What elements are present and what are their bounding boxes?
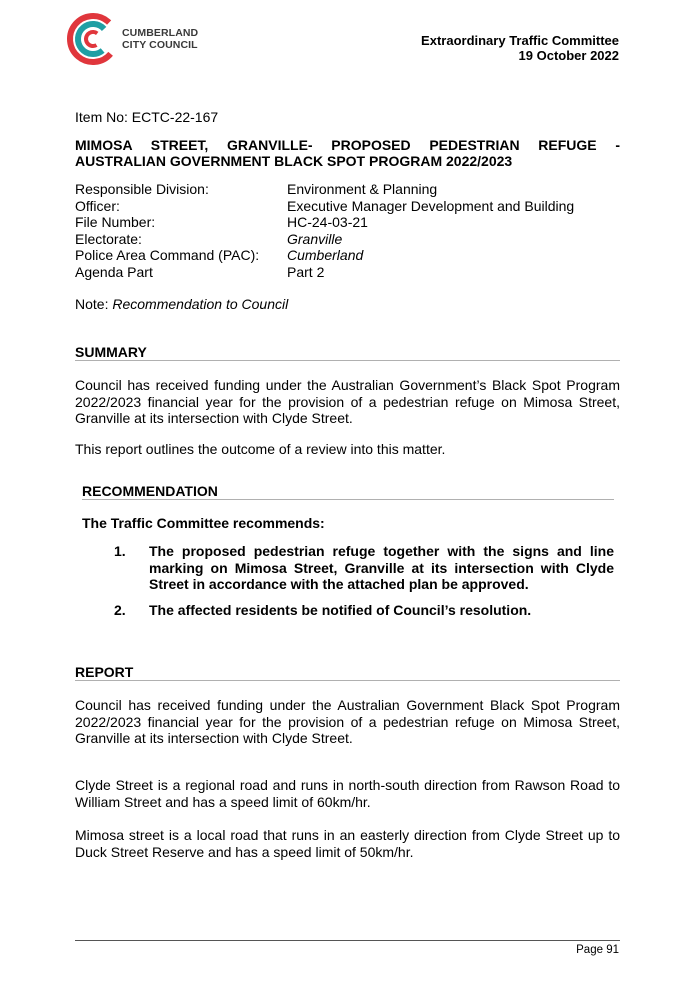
recommendation-item bbox=[114, 602, 614, 619]
meta-value: HC-24-03-21 bbox=[287, 214, 368, 231]
recommendation-item bbox=[114, 543, 614, 593]
meta-row bbox=[75, 181, 574, 198]
footer-rule bbox=[75, 940, 620, 941]
meta-row bbox=[75, 214, 574, 231]
meta-key: Agenda Part bbox=[75, 263, 153, 280]
report-rule bbox=[75, 680, 620, 681]
recommendation-heading: RECOMMENDATION bbox=[82, 483, 218, 499]
report-paragraph: Clyde Street is a regional road and runs in north-south direction from Rawson Road to William Street and has a speed limit of 60km/hr. bbox=[75, 777, 620, 810]
header-info bbox=[421, 33, 619, 63]
item-number: Item No: ECTC-22-167 bbox=[75, 109, 219, 125]
meeting-date: 19 October 2022 bbox=[518, 48, 619, 63]
recommendation-rule bbox=[82, 499, 614, 500]
logo-line-2: CITY COUNCIL bbox=[122, 39, 198, 51]
recommendation-intro: The Traffic Committee recommends: bbox=[82, 515, 325, 531]
note-value: Recommendation to Council bbox=[112, 296, 289, 312]
meta-value: Part 2 bbox=[287, 263, 325, 280]
meta-row bbox=[75, 231, 574, 248]
meta-key: Electorate: bbox=[75, 230, 142, 247]
report-title: MIMOSA STREET, GRANVILLE- PROPOSED PEDESTRIAN REFUGE - AUSTRALIAN GOVERNMENT BLACK SPOT PROGRAM 2022/2023 bbox=[75, 137, 620, 169]
report-paragraph: Council has received funding under the Australian Government Black Spot Program 2022/2023 financial year for the provision of a pedestrian refuge on Mimosa Street, Granville at its intersection with Clyde Street. bbox=[75, 697, 620, 747]
recommendation-list bbox=[114, 543, 614, 627]
meta-key: Responsible Division: bbox=[75, 181, 209, 197]
page-number: Page 91 bbox=[576, 944, 619, 956]
logo-text bbox=[122, 27, 198, 51]
summary-paragraph: This report outlines the outcome of a review into this matter. bbox=[75, 441, 446, 457]
recommendation-number: 2. bbox=[114, 601, 126, 618]
recommendation-text: The affected residents be notified of Council’s resolution. bbox=[149, 601, 532, 618]
summary-paragraph: Council has received funding under the Australian Government’s Black Spot Program 2022/2023 financial year for the provision of a pedestrian refuge on Mimosa Street, Granville at its intersection with Clyde Street. bbox=[75, 377, 620, 427]
report-meta bbox=[75, 181, 574, 281]
recommendation-text: The proposed pedestrian refuge together with the signs and line marking on Mimosa Street, Granville at its intersection with Clyde Street in accordance with the attached plan be approved. bbox=[149, 543, 614, 593]
meta-value: Environment & Planning bbox=[287, 181, 438, 197]
recommendation-number: 1. bbox=[114, 543, 126, 559]
meta-value: Executive Manager Development and Building bbox=[287, 197, 575, 214]
summary-heading: SUMMARY bbox=[75, 344, 147, 360]
meta-value: Granville bbox=[287, 230, 343, 247]
meta-row bbox=[75, 247, 574, 264]
meta-row bbox=[75, 264, 574, 281]
report-paragraph: Mimosa street is a local road that runs in an easterly direction from Clyde Street up to Duck Street Reserve and has a speed limit of 50km/hr. bbox=[75, 827, 620, 860]
meta-row bbox=[75, 198, 574, 215]
council-logo bbox=[66, 12, 199, 68]
council-logo-icon bbox=[66, 12, 120, 66]
note-label: Note: bbox=[75, 296, 113, 312]
meta-value: Cumberland bbox=[287, 247, 364, 264]
meta-key: File Number: bbox=[75, 214, 156, 231]
report-heading: REPORT bbox=[75, 664, 134, 680]
committee-name: Extraordinary Traffic Committee bbox=[421, 33, 619, 48]
meta-key: Officer: bbox=[75, 197, 120, 214]
logo-line-1: CUMBERLAND bbox=[122, 27, 199, 39]
meta-key: Police Area Command (PAC): bbox=[75, 247, 260, 264]
summary-rule bbox=[75, 360, 620, 361]
note bbox=[75, 296, 288, 312]
